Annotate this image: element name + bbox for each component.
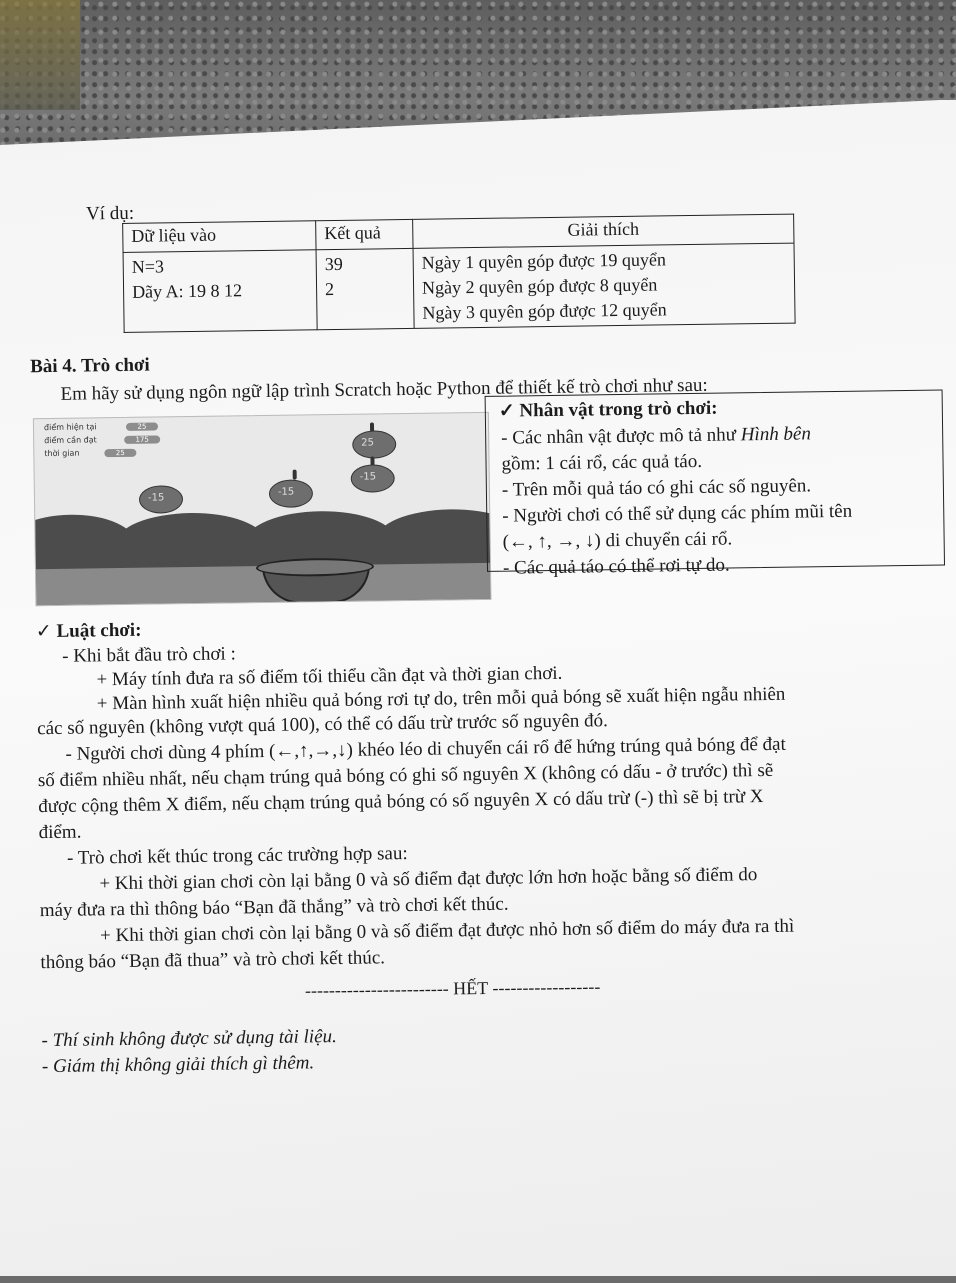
input-line: N=3 bbox=[131, 256, 165, 277]
rules-heading-text: Luật chơi: bbox=[56, 619, 142, 642]
rules-heading: ✓ Luật chơi: bbox=[35, 619, 142, 643]
explanation-cell bbox=[413, 243, 795, 328]
hud-label: thời gian bbox=[44, 448, 80, 459]
apple-stem bbox=[293, 470, 297, 480]
table-header: Giải thích bbox=[413, 214, 794, 248]
characters-line: gồm: 1 cái rổ, các quả táo. bbox=[501, 450, 703, 475]
characters-line bbox=[501, 423, 811, 449]
apple-number: -15 bbox=[147, 492, 165, 504]
output-line: 39 bbox=[324, 253, 343, 275]
rules-line: + Máy tính đưa ra số điểm tối thiểu cần đạt và thời gian chơi. bbox=[96, 662, 563, 691]
hud-value: 25 bbox=[126, 422, 158, 430]
rules-line: + Khi thời gian chơi còn lại bằng 0 và số điểm đạt được lớn hơn hoặc bằng số điểm do bbox=[99, 864, 758, 895]
rules-line: - Người chơi dùng 4 phím (←,↑,→,↓) khéo léo di chuyển cái rổ để hứng trúng quả bóng để đạt bbox=[65, 733, 786, 765]
rules-line: + Khi thời gian chơi còn lại bằng 0 và số điểm đạt được nhỏ hơn số điểm do máy đưa ra thì bbox=[99, 915, 795, 947]
rules-line: - Trò chơi kết thúc trong các trường hợp sau: bbox=[66, 843, 408, 869]
apple-number: 25 bbox=[361, 437, 375, 449]
apple-number: -15 bbox=[359, 471, 377, 483]
table-header: Kết quả bbox=[316, 219, 413, 249]
characters-text: - Các nhân vật được mô tả như bbox=[501, 424, 737, 449]
characters-figure-ref: Hình bên bbox=[740, 423, 812, 446]
table-header: Dữ liệu vào bbox=[123, 221, 316, 253]
rules-line: điểm. bbox=[38, 821, 82, 844]
output-line: 2 bbox=[324, 279, 335, 300]
example-label: Ví dụ: bbox=[85, 202, 135, 225]
example-table bbox=[122, 214, 795, 333]
characters-heading-text: Nhân vật trong trò chơi: bbox=[519, 397, 718, 422]
hud-value: 25 bbox=[104, 449, 136, 457]
hud-label: điểm cần đạt bbox=[44, 435, 97, 446]
rules-line: máy đưa ra thì thông báo “Bạn đã thắng” và trò chơi kết thúc. bbox=[39, 893, 509, 922]
apple bbox=[351, 464, 395, 493]
rules-line: các số nguyên (không vượt quá 100), có thể có dấu trừ trước số nguyên đó. bbox=[37, 710, 609, 740]
explanation-line: Ngày 1 quyên góp được 19 quyển bbox=[421, 249, 667, 273]
characters-line: - Trên mỗi quả táo có ghi các số nguyên. bbox=[501, 475, 812, 501]
footer-note: - Thí sinh không được sử dụng tài liệu. bbox=[41, 1026, 337, 1052]
input-cell bbox=[123, 250, 317, 333]
rules-line: được cộng thêm X điểm, nếu chạm trúng quả bóng có số nguyên X có dấu trừ (-) thì sẽ bị trừ X bbox=[38, 786, 764, 818]
rules-line: thông báo “Bạn đã thua” và trò chơi kết thúc. bbox=[40, 947, 386, 974]
apple bbox=[139, 485, 183, 514]
section-intro: Em hãy sử dụng ngôn ngữ lập trình Scratch hoặc Python để thiết kế trò chơi như sau: bbox=[60, 374, 708, 405]
output-cell bbox=[316, 248, 414, 329]
hud-value: 175 bbox=[124, 435, 160, 444]
explanation-line: Ngày 2 quyên góp được 8 quyển bbox=[421, 274, 658, 298]
characters-line: - Người chơi có thể sử dụng các phím mũi tên bbox=[502, 500, 853, 527]
rules-line: số điểm nhiều nhất, nếu chạm trúng quả bóng có ghi số nguyên X (không có dấu - ở trước) thì sẽ bbox=[37, 759, 774, 792]
end-marker: ------------------------ HẾT ------------------ bbox=[304, 976, 601, 1001]
input-line: Dãy A: 19 8 12 bbox=[131, 280, 243, 302]
game-screenshot bbox=[33, 412, 492, 606]
explanation-line: Ngày 3 quyên góp được 12 quyển bbox=[422, 299, 667, 323]
section-title: Bài 4. Trò chơi bbox=[29, 354, 150, 378]
footer-note: - Giám thị không giải thích gì thêm. bbox=[41, 1052, 315, 1078]
characters-line: - Các quả táo có thể rơi tự do. bbox=[502, 554, 730, 579]
apple-number: -15 bbox=[277, 486, 295, 498]
hud-label: điểm hiện tại bbox=[43, 422, 97, 433]
characters-line: (←, ↑, →, ↓) di chuyển cái rổ. bbox=[502, 528, 733, 553]
apple bbox=[352, 430, 396, 459]
end-label: HẾT bbox=[453, 977, 489, 999]
rules-line: + Màn hình xuất hiện nhiều quả bóng rơi tự do, trên mỗi quả bóng sẽ xuất hiện ngẫu nhiên bbox=[96, 683, 786, 715]
rules-line: - Khi bắt đầu trò chơi : bbox=[62, 643, 236, 667]
apple bbox=[269, 479, 313, 508]
characters-heading: ✓ Nhân vật trong trò chơi: bbox=[498, 397, 718, 422]
